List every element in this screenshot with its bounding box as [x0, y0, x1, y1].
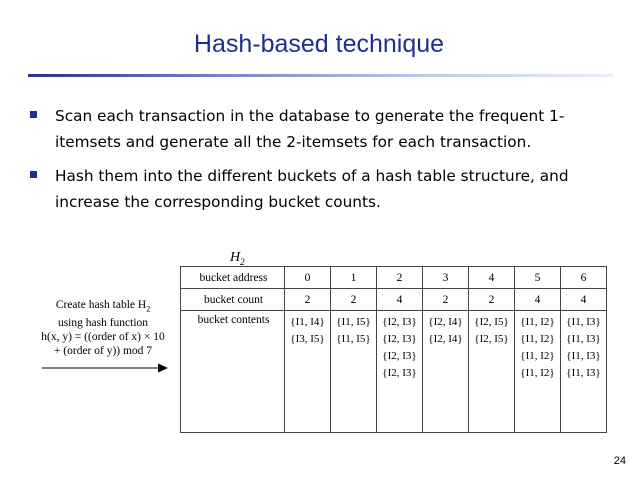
itemset: {I1, I2}	[520, 350, 555, 362]
bucket-contents-cell	[515, 311, 561, 433]
itemset: {I1, I3}	[566, 316, 601, 328]
hash-table	[180, 266, 607, 433]
bucket-address-cell: 1	[331, 267, 377, 289]
bullet-list	[30, 103, 610, 223]
arrow-right-icon	[40, 362, 170, 374]
bucket-count-cell: 4	[377, 289, 423, 311]
bullet-item	[30, 103, 610, 155]
itemset: {I1, I2}	[520, 316, 555, 328]
bullet-text: Hash them into the different buckets of a hash table structure, and increase the corresponding bucket counts.	[55, 167, 569, 211]
bucket-contents-cell	[377, 311, 423, 433]
itemset: {I2, I3}	[382, 333, 417, 345]
itemset: {I1, I4}	[290, 316, 325, 328]
itemset: {I1, I5}	[336, 333, 371, 345]
bucket-contents-cell	[561, 311, 607, 433]
row-header: bucket address	[181, 267, 285, 289]
figure-caption	[28, 298, 178, 358]
bucket-count-cell: 2	[285, 289, 331, 311]
bucket-address-row	[181, 267, 607, 289]
bucket-address-cell: 3	[423, 267, 469, 289]
bullet-item	[30, 163, 610, 215]
bucket-count-cell: 4	[515, 289, 561, 311]
bucket-address-cell: 0	[285, 267, 331, 289]
bucket-address-cell: 2	[377, 267, 423, 289]
itemset: {I2, I4}	[428, 333, 463, 345]
bucket-address-cell: 6	[561, 267, 607, 289]
itemset: {I1, I3}	[566, 350, 601, 362]
bucket-contents-cell	[469, 311, 515, 433]
itemset: {I2, I4}	[428, 316, 463, 328]
title-divider	[28, 74, 613, 77]
itemset: {I1, I3}	[566, 367, 601, 379]
page-number: 24	[613, 455, 626, 467]
itemset: {I2, I3}	[382, 367, 417, 379]
bucket-contents-row	[181, 311, 607, 433]
caption-line-1: Create hash table $H_2$	[55, 299, 151, 314]
itemset: {I1, I3}	[566, 333, 601, 345]
bucket-contents-cell	[285, 311, 331, 433]
bucket-contents-cell	[423, 311, 469, 433]
square-bullet-icon	[30, 111, 37, 118]
itemset: {I1, I2}	[520, 367, 555, 379]
bucket-count-cell: 4	[561, 289, 607, 311]
hash-table-label: $H_2$	[230, 250, 245, 267]
itemset: {I2, I3}	[382, 316, 417, 328]
bucket-count-row	[181, 289, 607, 311]
bucket-contents-cell	[331, 311, 377, 433]
row-header: bucket contents	[181, 311, 285, 433]
itemset: {I2, I5}	[474, 333, 509, 345]
bucket-count-cell: 2	[423, 289, 469, 311]
caption-line-3: h(x, y) = ((order of x) × 10	[41, 331, 165, 344]
bucket-address-cell: 4	[469, 267, 515, 289]
caption-line-2: using hash function	[57, 317, 149, 330]
itemset: {I1, I5}	[336, 316, 371, 328]
bucket-count-cell: 2	[469, 289, 515, 311]
square-bullet-icon	[30, 171, 37, 178]
bucket-address-cell: 5	[515, 267, 561, 289]
caption-line-4: + (order of y)) mod 7	[53, 345, 153, 358]
bullet-text: Scan each transaction in the database to generate the frequent 1-itemsets and generate all the 2-itemsets for each transaction.	[55, 107, 565, 151]
slide-title: Hash-based technique	[193, 30, 445, 58]
itemset: {I1, I2}	[520, 333, 555, 345]
row-header: bucket count	[181, 289, 285, 311]
itemset: {I2, I5}	[474, 316, 509, 328]
itemset: {I2, I3}	[382, 350, 417, 362]
bucket-count-cell: 2	[331, 289, 377, 311]
itemset: {I3, I5}	[290, 333, 325, 345]
